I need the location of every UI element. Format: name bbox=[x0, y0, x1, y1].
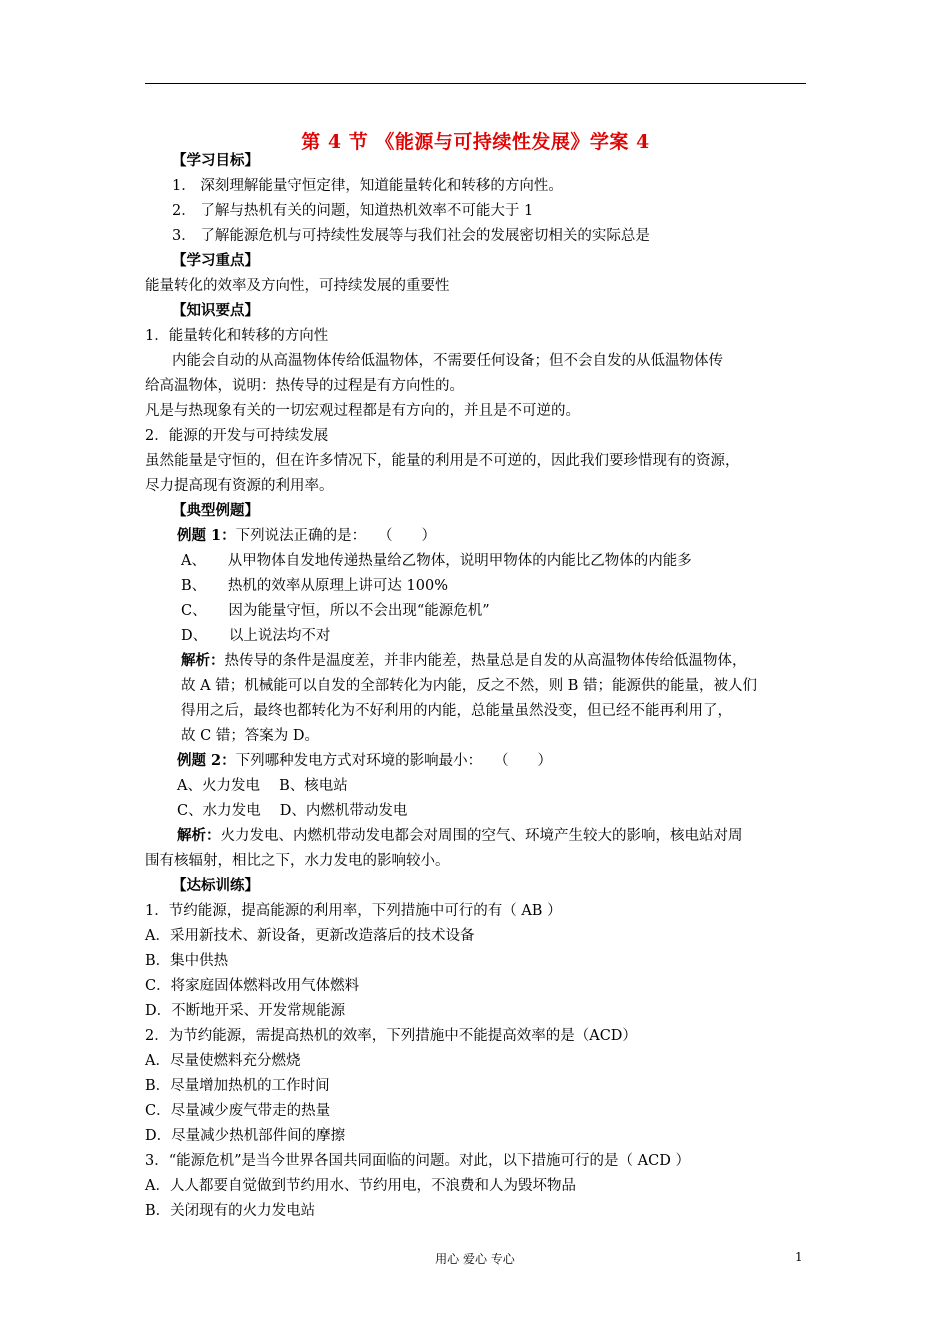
practice-line: D．尽量减少热机部件间的摩擦 bbox=[145, 1128, 346, 1144]
knowledge-heading: 【知识要点】 bbox=[172, 302, 259, 319]
page-title: 第 4 节 《能源与可持续性发展》学案 4 bbox=[301, 131, 650, 153]
analysis-line: 故 A 错；机械能可以自发的全部转化为内能，反之不然，则 B 错；能源供的能量，被人们 bbox=[181, 678, 758, 694]
analysis-line: 故 C 错；答案为 D。 bbox=[181, 728, 320, 744]
practice-line: 1．节约能源，提高能源的利用率，下列措施中可行的有（ AB ） bbox=[145, 903, 562, 919]
example-1-question bbox=[177, 526, 436, 546]
focus-text: 能量转化的效率及方向性，可持续发展的重要性 bbox=[145, 278, 450, 294]
analysis-line: 围有核辐射，相比之下，水力发电的影响较小。 bbox=[145, 853, 450, 869]
example-2-analysis bbox=[177, 826, 743, 846]
example-2-label: 例题 2： bbox=[177, 752, 236, 769]
example-2-question bbox=[177, 751, 552, 771]
practice-line: C．将家庭固体燃料改用气体燃料 bbox=[145, 978, 360, 994]
analysis-text: 热传导的条件是温度差，并非内能差，热量总是自发的从高温物体传给低温物体， bbox=[224, 653, 747, 669]
knowledge-line: 凡是与热现象有关的一切宏观过程都是有方向的，并且是不可逆的。 bbox=[145, 403, 580, 419]
analysis-line: 得用之后，最终也都转化为不好利用的内能，总能量虽然没变，但已经不能再利用了， bbox=[181, 703, 732, 719]
practice-line: 3．“能源危机”是当今世界各国共同面临的问题。对此，以下措施可行的是（ ACD ） bbox=[145, 1153, 690, 1169]
example-2-option: C、水力发电 D、内燃机带动发电 bbox=[177, 803, 408, 819]
goals-heading: 【学习目标】 bbox=[172, 152, 259, 169]
practice-line: 2．为节约能源，需提高热机的效率，下列措施中不能提高效率的是（ACD） bbox=[145, 1028, 637, 1044]
practice-line: B．关闭现有的火力发电站 bbox=[145, 1203, 316, 1219]
examples-heading: 【典型例题】 bbox=[172, 502, 259, 519]
goal-item: 3． 了解能源危机与可持续性发展等与我们社会的发展密切相关的实际总是 bbox=[172, 228, 650, 244]
knowledge-line: 内能会自动的从高温物体传给低温物体，不需要任何设备；但不会自发的从低温物体传 bbox=[172, 353, 723, 369]
example-1-option: B、 热机的效率从原理上讲可达 100% bbox=[181, 578, 448, 594]
knowledge-line: 尽力提高现有资源的利用率。 bbox=[145, 478, 334, 494]
example-1-text: 下列说法正确的是： （ ） bbox=[235, 528, 436, 544]
analysis-label: 解析： bbox=[181, 652, 225, 669]
goal-item: 2． 了解与热机有关的问题，知道热机效率不可能大于 1 bbox=[172, 203, 534, 219]
analysis-text: 火力发电、内燃机带动发电都会对周围的空气、环境产生较大的影响，核电站对周 bbox=[220, 828, 743, 844]
practice-line: A．采用新技术、新设备，更新改造落后的技术设备 bbox=[145, 928, 475, 944]
example-2-text: 下列哪种发电方式对环境的影响最小： （ ） bbox=[235, 753, 552, 769]
practice-line: C．尽量减少废气带走的热量 bbox=[145, 1103, 331, 1119]
knowledge-line: 给高温物体，说明：热传导的过程是有方向性的。 bbox=[145, 378, 464, 394]
practice-line: D．不断地开采、开发常规能源 bbox=[145, 1003, 346, 1019]
header-rule bbox=[145, 83, 806, 84]
practice-line: B．尽量增加热机的工作时间 bbox=[145, 1078, 330, 1094]
example-1-option: D、 以上说法均不对 bbox=[181, 628, 331, 644]
example-1-option: A、 从甲物体自发地传递热量给乙物体，说明甲物体的内能比乙物体的内能多 bbox=[181, 553, 692, 569]
practice-line: B．集中供热 bbox=[145, 953, 229, 969]
example-1-analysis bbox=[181, 651, 747, 671]
example-1-label: 例题 1： bbox=[177, 527, 236, 544]
knowledge-line: 虽然能量是守恒的，但在许多情况下，能量的利用是不可逆的，因此我们要珍惜现有的资源， bbox=[145, 453, 740, 469]
goal-item: 1． 深刻理解能量守恒定律，知道能量转化和转移的方向性。 bbox=[172, 178, 563, 194]
practice-heading: 【达标训练】 bbox=[172, 877, 259, 894]
practice-line: A．人人都要自觉做到节约用水、节约用电，不浪费和人为毁坏物品 bbox=[145, 1178, 576, 1194]
example-1-option: C、 因为能量守恒，所以不会出现“能源危机” bbox=[181, 603, 490, 619]
focus-heading: 【学习重点】 bbox=[172, 252, 259, 269]
footer-slogan: 用心 爱心 专心 bbox=[435, 1252, 515, 1266]
knowledge-line: 2．能源的开发与可持续发展 bbox=[145, 428, 329, 444]
knowledge-line: 1．能量转化和转移的方向性 bbox=[145, 328, 329, 344]
analysis-label: 解析： bbox=[177, 827, 221, 844]
practice-line: A．尽量使燃料充分燃烧 bbox=[145, 1053, 301, 1069]
example-2-option: A、火力发电 B、核电站 bbox=[177, 778, 348, 794]
page-number: 1 bbox=[795, 1250, 803, 1264]
